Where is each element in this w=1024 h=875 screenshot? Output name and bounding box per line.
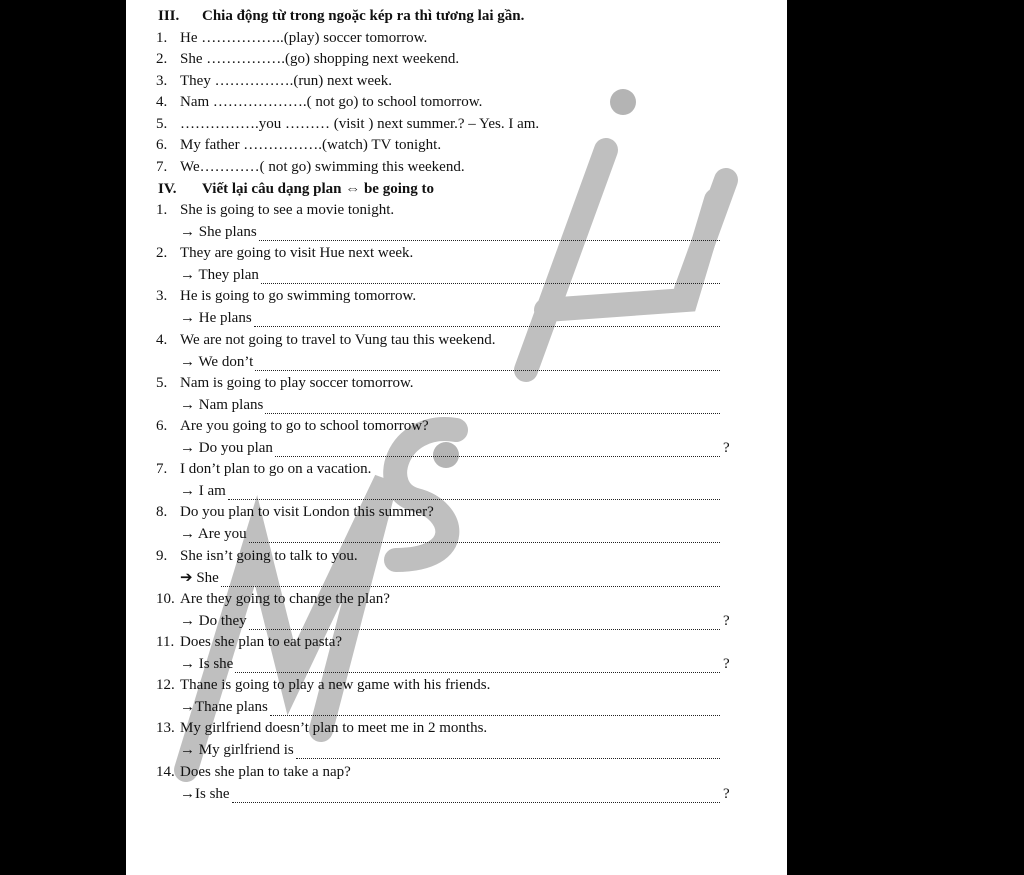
worksheet-page: III. Chia động từ trong ngoặc kép ra thì tương lai gần. 1. He ……………..(play) soccer tomorrow. 2. She …………….(go) shopping next weekend. 3. They …………….(run) next week. 4. Nam ……………….( not go) to school tomorrow. 5. …………….you ……… (visit ) next summer.? – Yes. I am. 6. My father …………….(watch) TV tonight. 7. We…………( not go) swimming this weekend. IV. Viết lại câu dạng plan ⇔ be going to 1. She is going to see a movie tonight. → She plans 2. They are going to visit Hue next week. → They plan 3. He is going to go swimming tomorrow. → He plans 4. We are not going to travel to Vung tau this weekend. → We don’t 5. Nam is going to play soccer tomorrow. → Nam plans 6. Are you going to go to school tomorrow? → Do you plan ? 7. I don’t plan to go on a vacation. → I am 8. Do you plan to visit London this summer? → Are you 9. She isn’t going to talk to you. ➔ She 10. Are they going to change the plan? → Do they ? 11. Does she plan to eat pasta? → Is she ? 12. Thane is going to play a new game with his friends. →Thane plans 13. My girlfriend doesn’t plan to meet me in 2 months. → My girlfriend is 14. Does she plan to take a nap? →Is she ? [126,0,787,875]
answer-prompt: → Do you plan [180,440,273,456]
question-text: Does she plan to take a nap? [180,764,351,780]
question-text: Does she plan to eat pasta? [180,634,343,650]
answer-prompt: → Is she [180,656,234,672]
question-number: 10. [156,591,175,607]
question-mark: ? [723,786,730,802]
question-number: 8. [156,504,168,520]
question-text: She is going to see a movie tonight. [180,202,395,218]
question-number: 5. [156,375,168,391]
question-text: Thane is going to play a new game with his friends. [180,677,491,693]
answer-prompt: → Nam plans [180,397,264,413]
question-text: Do you plan to visit London this summer? [180,504,434,520]
question-number: 11. [156,634,175,650]
answer-blank[interactable] [228,486,720,500]
answer-prompt: → We don’t [180,354,254,370]
question-text: Are you going to go to school tomorrow? [180,418,429,434]
question-number: 6. [156,418,168,434]
answer-prompt: → I am [180,483,226,499]
section-3-title: Chia động từ trong ngoặc kép ra thì tương lai gần. [202,8,525,24]
answer-blank[interactable] [249,529,720,543]
answer-prompt: →Thane plans [180,699,268,715]
question-number: 4. [156,332,168,348]
answer-blank[interactable] [254,313,720,327]
answer-prompt: → Are you [180,526,247,542]
question-text: We are not going to travel to Vung tau this weekend. [180,332,496,348]
section-4-title: Viết lại câu dạng plan ⇔ be going to [202,181,434,197]
question-number: 9. [156,548,168,564]
question-text: She isn’t going to talk to you. [180,548,358,564]
question-number: 12. [156,677,175,693]
question-number: 3. [156,288,168,304]
question-number: 13. [156,720,175,736]
answer-blank[interactable] [265,400,720,414]
question-number: 7. [156,461,168,477]
answer-prompt: ➔ She [180,570,219,586]
answer-prompt: →Is she [180,786,230,802]
answer-blank[interactable] [296,745,720,759]
question-number: 1. [156,202,168,218]
question-text: Are they going to change the plan? [180,591,390,607]
answer-blank[interactable] [255,357,720,371]
answer-prompt: → She plans [180,224,257,240]
answer-blank[interactable] [249,616,720,630]
answer-prompt: → My girlfriend is [180,742,294,758]
question-text: My girlfriend doesn’t plan to meet me in 2 months. [180,720,488,736]
answer-prompt: → They plan [180,267,259,283]
question-mark: ? [723,656,730,672]
answer-blank[interactable] [270,702,720,716]
answer-blank[interactable] [261,270,720,284]
section-3-number: III. [158,8,180,24]
answer-prompt: → Do they [180,613,247,629]
question-text: They are going to visit Hue next week. [180,245,414,261]
section-4-number: IV. [158,181,177,197]
answer-blank[interactable] [259,227,720,241]
question-mark: ? [723,613,730,629]
question-text: He is going to go swimming tomorrow. [180,288,417,304]
question-mark: ? [723,440,730,456]
answer-blank[interactable] [221,573,720,587]
answer-blank[interactable] [232,789,720,803]
answer-blank[interactable] [275,443,720,457]
answer-blank[interactable] [235,659,720,673]
question-number: 2. [156,245,168,261]
question-text: I don’t plan to go on a vacation. [180,461,372,477]
answer-prompt: → He plans [180,310,252,326]
question-text: Nam is going to play soccer tomorrow. [180,375,414,391]
question-number: 14. [156,764,175,780]
